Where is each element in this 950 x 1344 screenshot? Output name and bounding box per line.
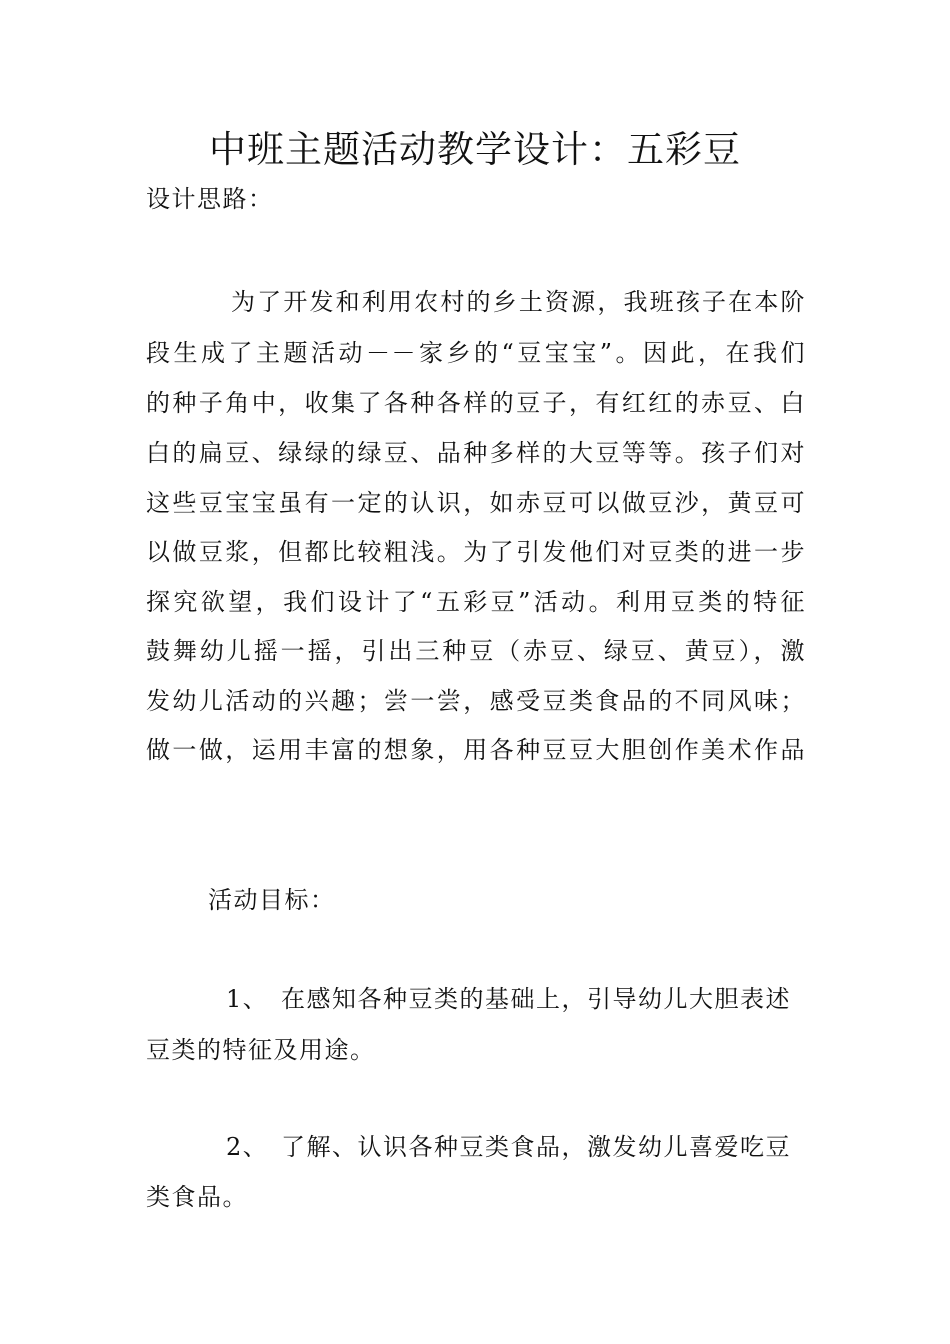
document-title: 中班主题活动教学设计：五彩豆 xyxy=(209,128,741,171)
paragraph-line: 以做豆浆，但都比较粗浅。为了引发他们对豆类的进一步 xyxy=(146,538,806,566)
objective-number: 2、 xyxy=(226,1133,269,1161)
paragraph-line: 的种子角中，收集了各种各样的豆子，有红红的赤豆、白 xyxy=(146,389,806,417)
objective-text: 了解、认识各种豆类食品，激发幼儿喜爱吃豆 xyxy=(281,1133,791,1161)
objective-continuation: 豆类的特征及用途。 xyxy=(146,1036,376,1064)
paragraph-line: 这些豆宝宝虽有一定的认识，如赤豆可以做豆沙，黄豆可 xyxy=(146,489,806,517)
objectives-heading: 活动目标： xyxy=(208,886,336,914)
objective-item-1 xyxy=(226,982,806,1016)
paragraph-line: 鼓舞幼儿摇一摇，引出三种豆（赤豆、绿豆、黄豆），激 xyxy=(146,637,806,665)
objective-item-2 xyxy=(226,1130,806,1164)
paragraph-line: 为了开发和利用农村的乡土资源，我班孩子在本阶 xyxy=(231,288,806,316)
objective-number: 1、 xyxy=(226,985,269,1013)
paragraph-line: 白的扁豆、绿绿的绿豆、品种多样的大豆等等。孩子们对 xyxy=(146,439,806,467)
paragraph-line: 发幼儿活动的兴趣；尝一尝，感受豆类食品的不同风味； xyxy=(146,687,806,715)
objective-continuation: 类食品。 xyxy=(146,1183,248,1211)
paragraph-line: 做一做，运用丰富的想象，用各种豆豆大胆创作美术作品 xyxy=(146,736,806,764)
design-heading: 设计思路： xyxy=(146,185,274,213)
objective-text: 在感知各种豆类的基础上，引导幼儿大胆表述 xyxy=(281,985,791,1013)
paragraph-line: 段生成了主题活动－－家乡的“豆宝宝”。因此，在我们 xyxy=(146,339,806,367)
paragraph-line: 探究欲望，我们设计了“五彩豆”活动。利用豆类的特征 xyxy=(146,588,806,616)
